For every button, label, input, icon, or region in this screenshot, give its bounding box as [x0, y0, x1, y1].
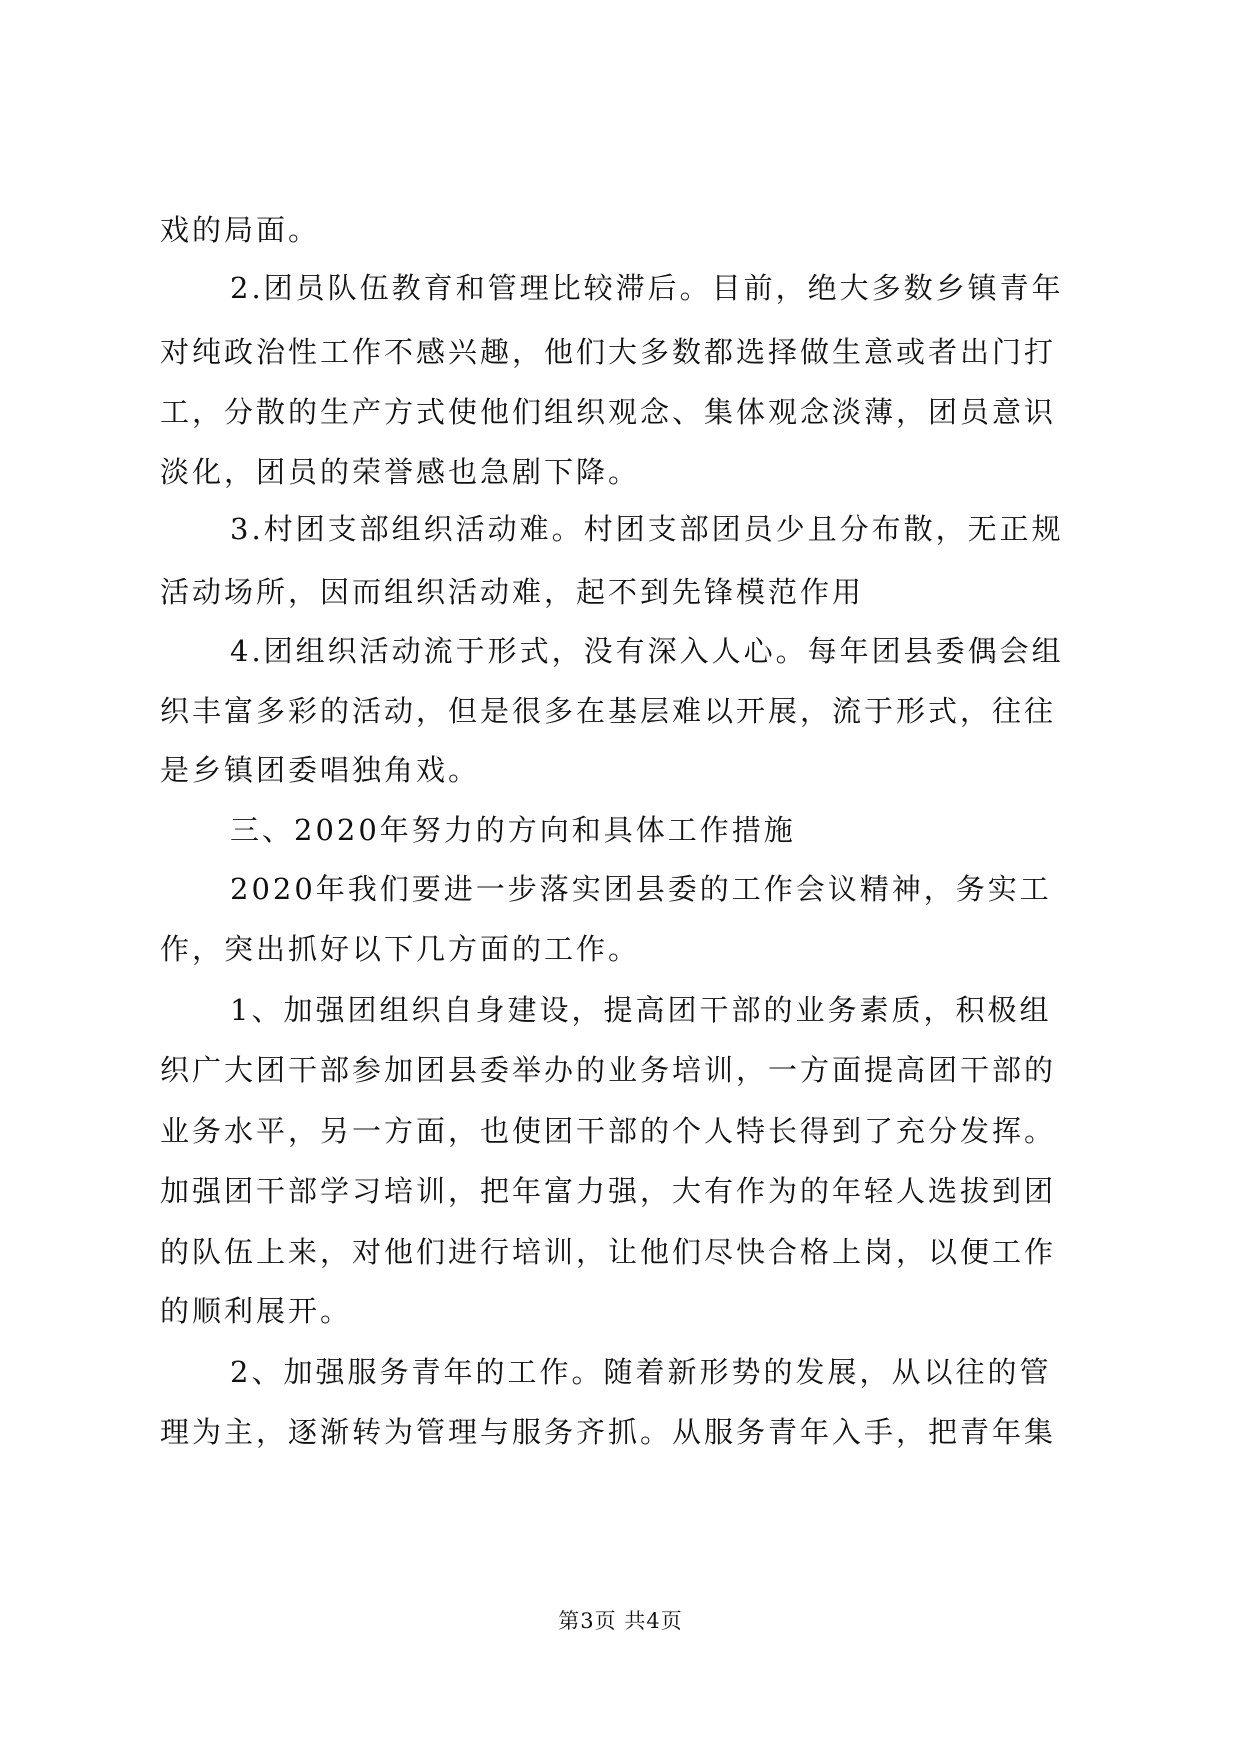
body-text-line: 作，突出抓好以下几方面的工作。 [160, 932, 641, 966]
body-text-line: 3.村团支部组织活动难。村团支部团员少且分布散，无正规 [230, 512, 1064, 546]
body-text-line: 戏的局面。 [160, 213, 321, 247]
body-text-line: 工，分散的生产方式使他们组织观念、集体观念淡薄，团员意识 [160, 395, 1057, 429]
body-text-line: 加强团干部学习培训，把年富力强，大有作为的年轻人选拔到团 [160, 1174, 1057, 1208]
body-text-line: 2、加强服务青年的工作。随着新形势的发展，从以往的管 [230, 1355, 1052, 1389]
body-text-line: 织丰富多彩的活动，但是很多在基层难以开展，流于形式，往往 [160, 694, 1057, 728]
body-text-line: 2.团员队伍教育和管理比较滞后。目前，绝大多数乡镇青年 [230, 271, 1064, 305]
body-text-line: 的队伍上来，对他们进行培训，让他们尽快合格上岗，以便工作 [160, 1235, 1057, 1269]
body-text-line: 业务水平，另一方面，也使团干部的个人特长得到了充分发挥。 [160, 1114, 1057, 1148]
body-text-line: 理为主，逐渐转为管理与服务齐抓。从服务青年入手，把青年集 [160, 1415, 1057, 1449]
body-text-line: 是乡镇团委唱独角戏。 [160, 753, 481, 787]
body-text-line: 淡化，团员的荣誉感也急剧下降。 [160, 455, 641, 489]
section-heading: 三、2020年努力的方向和具体工作措施 [230, 813, 796, 847]
body-text-line: 的顺利展开。 [160, 1294, 353, 1328]
body-text-line: 织广大团干部参加团县委举办的业务培训，一方面提高团干部的 [160, 1053, 1057, 1087]
body-text-line: 2020年我们要进一步落实团县委的工作会议精神，务实工 [230, 872, 1052, 906]
page-number-footer: 第3页 共4页 [558, 1609, 683, 1633]
body-text-line: 活动场所，因而组织活动难，起不到先锋模范作用 [160, 575, 865, 609]
body-text-line: 1、加强团组织自身建设，提高团干部的业务素质，积极组 [230, 993, 1052, 1027]
body-text-line: 4.团组织活动流于形式，没有深入人心。每年团县委偶会组 [230, 634, 1064, 668]
body-text-line: 对纯政治性工作不感兴趣，他们大多数都选择做生意或者出门打 [160, 335, 1057, 369]
